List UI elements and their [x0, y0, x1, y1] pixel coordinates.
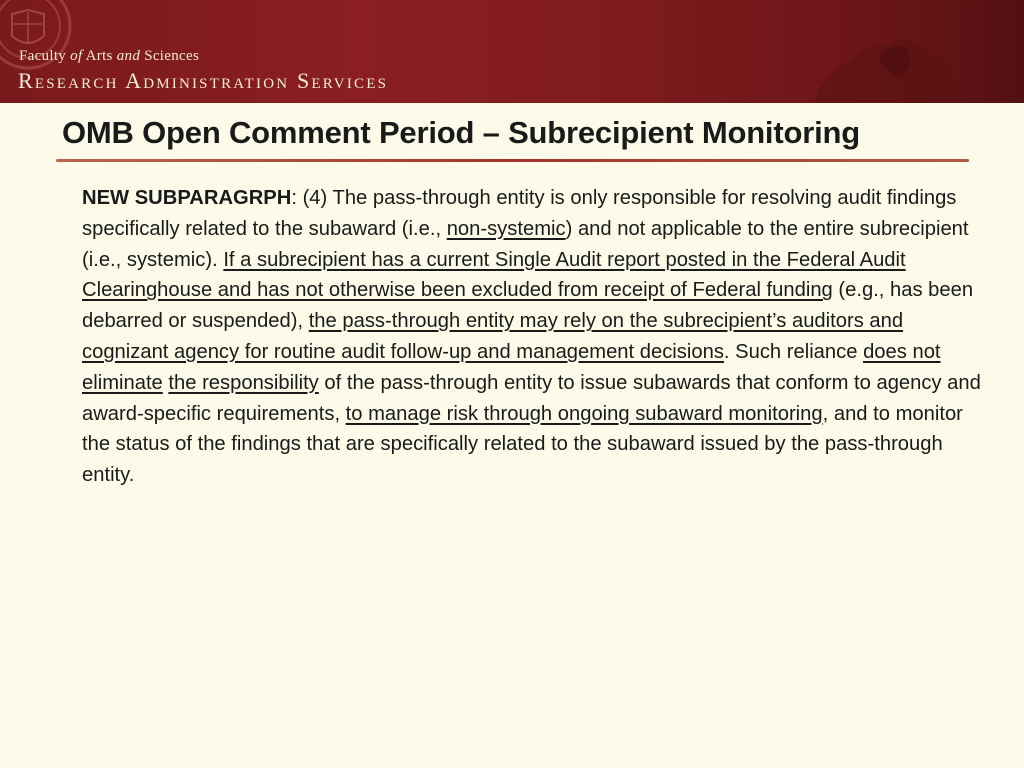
title-divider: [56, 159, 969, 162]
underlined-phrase: does not eliminate: [82, 340, 941, 394]
underlined-phrase: non-systemic: [446, 217, 566, 240]
body-paragraph: NEW SUBPARAGRPH: (4) The pass-through entity is only responsible for resolving audit findings specifically related to the subaward (i.e., non-systemic) and not applicable to the entire subrecipient (i.e., systemic). If a subrecipient has a current Single Audit report posted in the Federal Audit Clearinghouse and has not otherwise been excluded from receipt of Federal funding (e.g., has been debarred or suspended), the pass-through entity may rely on the subrecipient’s auditors and cognizant agency for routine audit follow-up and management decisions. Such reliance does not eliminate the responsibility of the pass-through entity to issue subawards that conform to agency and award-specific requirements, to manage risk through ongoing subaward monitoring, and to monitor the status of the findings that are specifically related to the subaward issued by the pass-through entity.: [82, 187, 981, 487]
underlined-phrase: to manage risk through ongoing subaward monitoring: [345, 402, 823, 425]
subparagraph-label: NEW SUBPARAGRPH: [82, 187, 292, 209]
underlined-phrase: the pass-through entity may rely on the subrecipient’s auditors and cognizant agency for routine audit follow-up and management decisions: [82, 310, 904, 363]
faculty-label: Faculty of Arts and Sciences: [19, 48, 200, 64]
statue-background-icon: [664, 0, 1024, 103]
underlined-phrase: the responsibility: [168, 371, 319, 394]
page-title: OMB Open Comment Period – Subrecipient Monitoring: [62, 115, 860, 150]
header-banner: [0, 0, 1024, 103]
department-label: Research Administration Services: [18, 68, 389, 93]
underlined-phrase: If a subrecipient has a current Single Audit report posted in the Federal Audit Clearinghouse and has not otherwise been excluded from receipt of Federal funding: [82, 248, 906, 302]
